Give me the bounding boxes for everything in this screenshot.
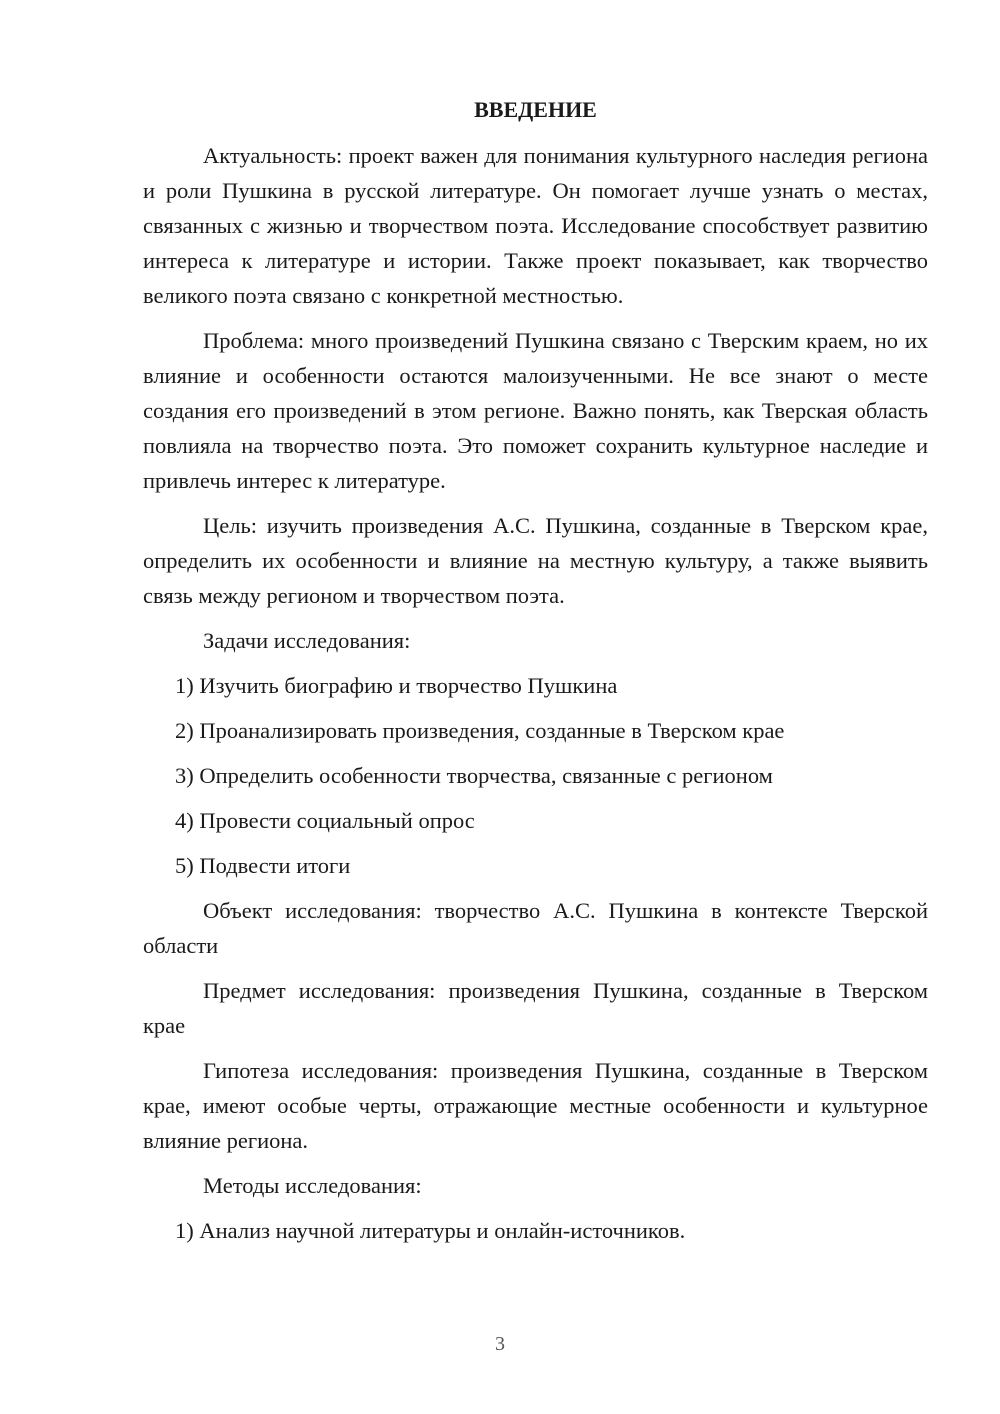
relevance-paragraph: Актуальность: проект важен для понимания культурного наследия региона и роли Пушкина в русской литературе. Он помогает лучше узнать о местах, связанных с жизнью и творчеством поэта. Исследование способствует развитию интереса к литературе и истории. Также проект показывает, как творчество великого поэта связано с конкретной местностью. <box>143 143 928 308</box>
tasks-heading: Задачи исследования: <box>203 628 411 653</box>
task-item: 4) Провести социальный опрос <box>175 808 475 833</box>
section-title: ВВЕДЕНИЕ <box>474 97 597 122</box>
method-item: 1) Анализ научной литературы и онлайн-источников. <box>175 1218 686 1243</box>
task-item: 2) Проанализировать произведения, созданные в Тверском крае <box>175 718 785 743</box>
goal-paragraph: Цель: изучить произведения А.С. Пушкина, созданные в Тверском крае, определить их особенности и влияние на местную культуру, а также выявить связь между регионом и творчеством поэта. <box>143 513 928 608</box>
document-page <box>143 92 928 1258</box>
hypothesis-paragraph: Гипотеза исследования: произведения Пушкина, созданные в Тверском крае, имеют особые черты, отражающие местные особенности и культурное влияние региона. <box>143 1058 928 1153</box>
page-number: 3 <box>495 1333 505 1355</box>
problem-paragraph: Проблема: много произведений Пушкина связано с Тверским краем, но их влияние и особенности остаются малоизученными. Не все знают о месте создания его произведений в этом регионе. Важно понять, как Тверская область повлияла на творчество поэта. Это поможет сохранить культурное наследие и привлечь интерес к литературе. <box>143 328 928 493</box>
task-item: 5) Подвести итоги <box>175 853 351 878</box>
subject-paragraph: Предмет исследования: произведения Пушкина, созданные в Тверском крае <box>143 978 928 1038</box>
task-item: 1) Изучить биографию и творчество Пушкина <box>175 673 618 698</box>
task-item: 3) Определить особенности творчества, связанные с регионом <box>175 763 773 788</box>
object-paragraph: Объект исследования: творчество А.С. Пушкина в контексте Тверской области <box>143 898 928 958</box>
methods-heading: Методы исследования: <box>203 1173 422 1198</box>
